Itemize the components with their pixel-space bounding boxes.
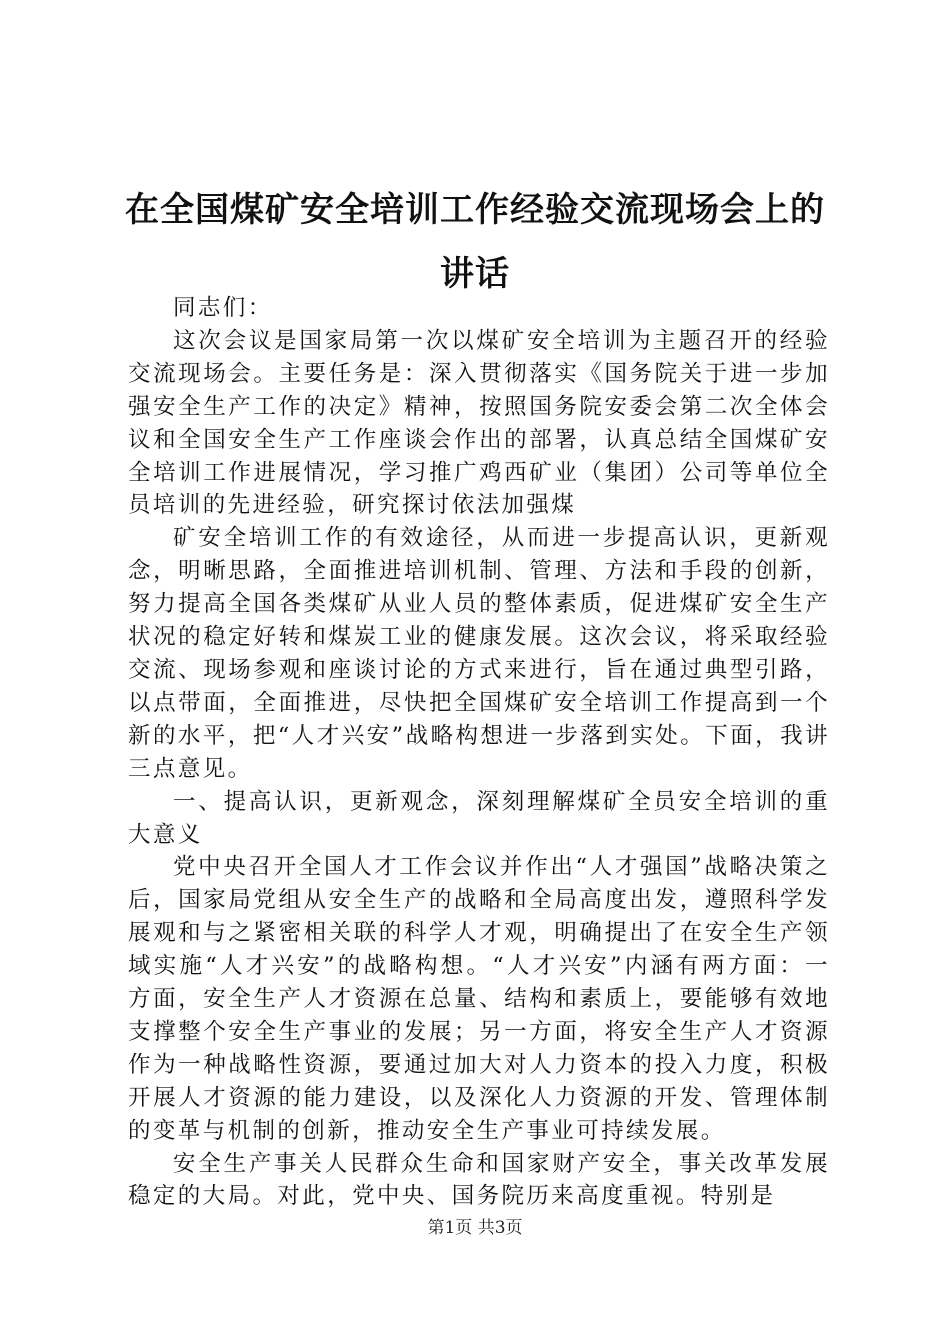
body-paragraph: 矿安全培训工作的有效途径，从而进一步提高认识，更新观念，明晰思路，全面推进培训机制、管理、方法和手段的创新，努力提高全国各类煤矿从业人员的整体素质，促进煤矿安全生产状况的稳定好转和煤炭工业的健康发展。这次会议，将采取经验交流、现场参观和座谈讨论的方式来进行，旨在通过典型引路，以点带面，全面推进，尽快把全国煤矿安全培训工作提高到一个新的水平，把“人才兴安”战略构想进一步落到实处。下面，我讲三点意见。 <box>128 525 830 782</box>
body-paragraph: 安全生产事关人民群众生命和国家财产安全，事关改革发展稳定的大局。对此，党中央、国务院历来高度重视。特别是 <box>128 1150 830 1210</box>
salutation-paragraph: 同志们： <box>173 295 273 321</box>
body-paragraph: 这次会议是国家局第一次以煤矿安全培训为主题召开的经验交流现场会。主要任务是：深入贯彻落实《国务院关于进一步加强安全生产工作的决定》精神，按照国务院安委会第二次全体会议和全国安全生产工作座谈会作出的部署，认真总结全国煤矿安全培训工作进展情况，学习推广鸡西矿业（集团）公司等单位全员培训的先进经验，研究探讨依法加强煤 <box>128 327 830 519</box>
page-footer: 第1页 共3页 <box>427 1218 523 1238</box>
document-title: 在全国煤矿安全培训工作经验交流现场会上的讲话 <box>125 190 825 294</box>
section-heading: 一、提高认识，更新观念，深刻理解煤矿全员安全培训的重大意义 <box>128 788 830 848</box>
document-body <box>128 292 830 1213</box>
body-paragraph: 党中央召开全国人才工作会议并作出“人才强国”战略决策之后，国家局党组从安全生产的战略和全局高度出发，遵照科学发展观和与之紧密相关联的科学人才观，明确提出了在安全生产领域实施“人才兴安”的战略构想。“人才兴安”内涵有两方面：一方面，安全生产人才资源在总量、结构和素质上，要能够有效地支撑整个安全生产事业的发展；另一方面，将安全生产人才资源作为一种战略性资源，要通过加大对人力资本的投入力度，积极开展人才资源的能力建设，以及深化人力资源的开发、管理体制的变革与机制的创新，推动安全生产事业可持续发展。 <box>128 854 830 1144</box>
